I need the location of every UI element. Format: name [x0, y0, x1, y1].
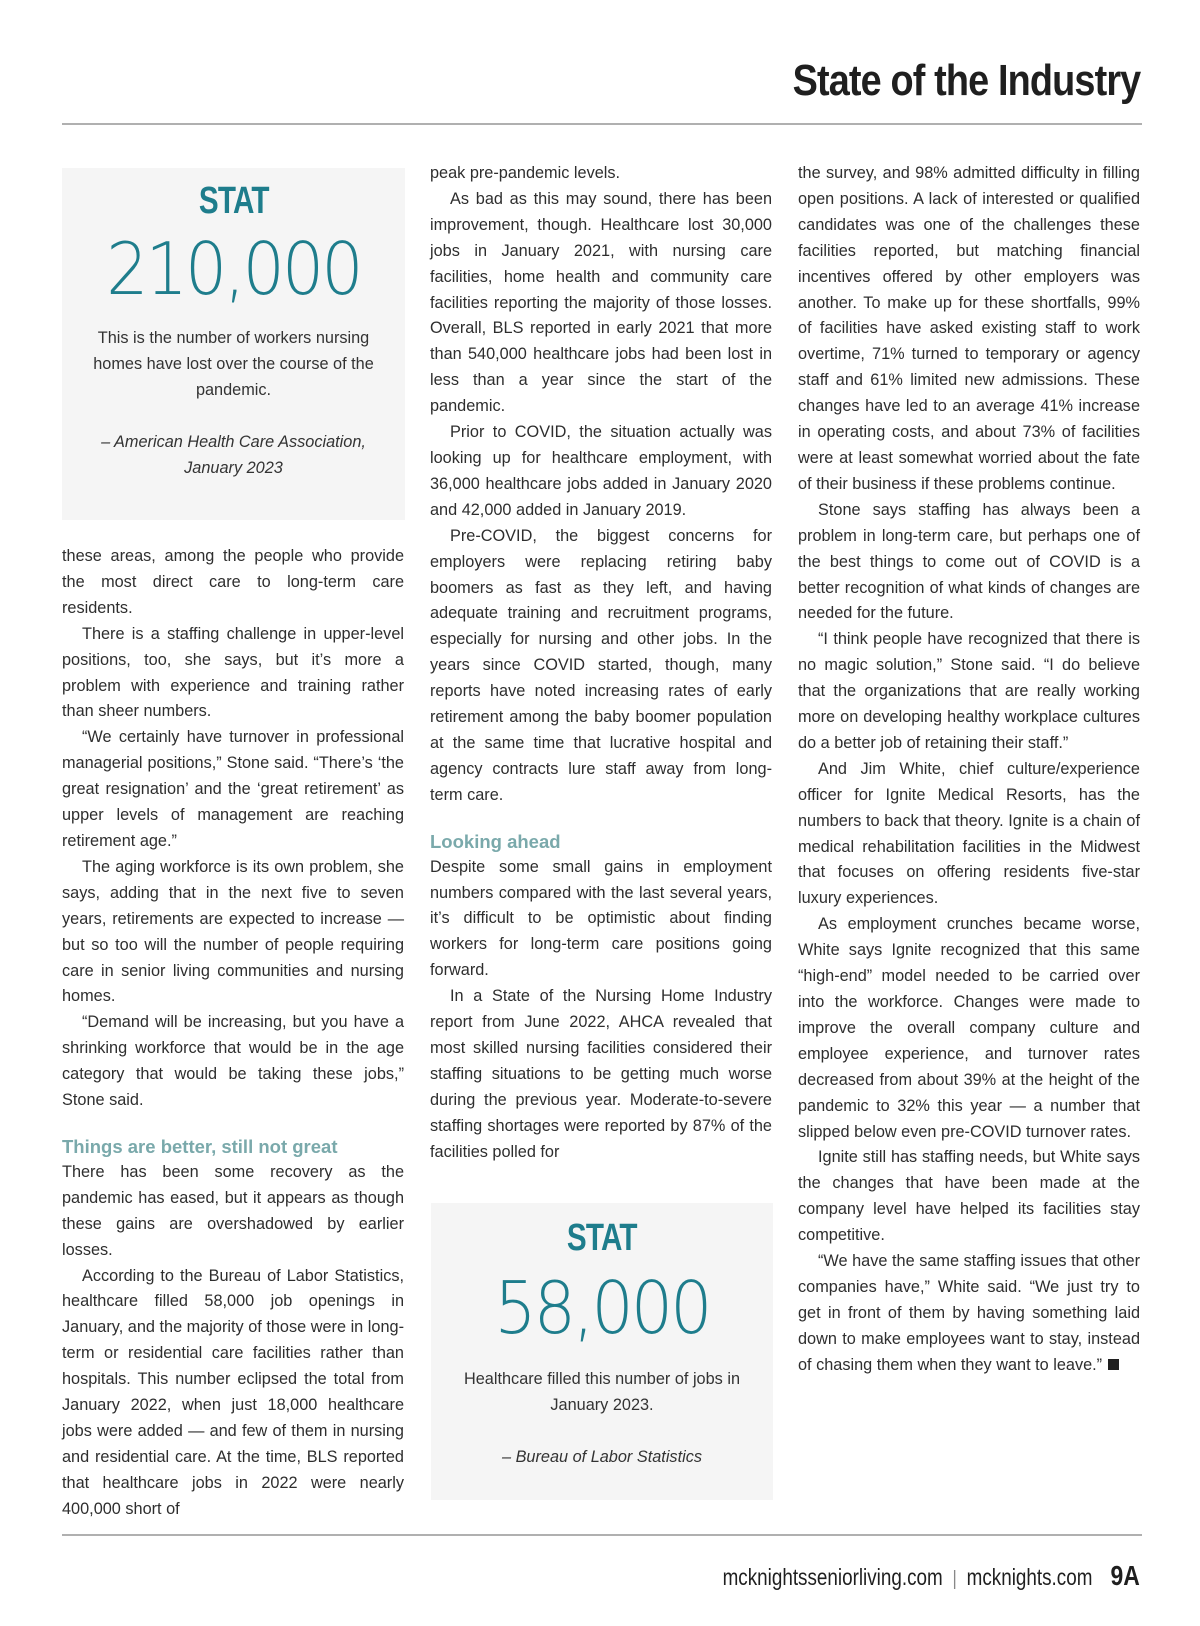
stat-box-workers-lost	[62, 168, 405, 520]
footer-divider	[62, 1534, 1142, 1536]
paragraph: “I think people have recognized that there is no magic solution,” Stone said. “I do believe that the organizations that are really working more on developing healthy workplace cultures do a better job of retaining their staff.”	[798, 630, 1140, 752]
paragraph: “We certainly have turnover in professional managerial positions,” Stone said. “There’s ‘the great resignation’ and the ‘great retirement’ as upper levels of management are reaching retirement age.”	[62, 728, 404, 850]
stat-number: 58,000	[494, 1266, 710, 1350]
stat-description: Healthcare filled this number of jobs in January 2023.	[463, 1370, 741, 1414]
page-number: 9A	[1110, 1560, 1140, 1591]
paragraph: Stone says staffing has always been a problem in long-term care, but perhaps one of the best things to come out of COVID is a better recognition of what kinds of changes are needed for the future.	[798, 500, 1140, 623]
paragraph: According to the Bureau of Labor Statistics, healthcare filled 58,000 job openings in January, and the majority of those were in long-term or residential care facilities rather than hospitals. This number eclipsed the total from January 2022, when just 18,000 healthcare jobs were added — and few of them in nursing and residential care. At the time, BLS reported that healthcare jobs in 2022 were nearly 400,000 short of	[62, 1266, 404, 1518]
paragraph: There has been some recovery as the pandemic has eased, but it appears as though these gains are overshadowed by earlier losses.	[62, 1162, 404, 1259]
article-column-1	[62, 544, 404, 1523]
paragraph: The aging workforce is its own problem, she says, adding that in the next five to seven years, retirements are expected to increase — but so too will the number of people requiring care in senior living communities and nursing homes.	[62, 857, 404, 1006]
paragraph: these areas, among the people who provide the most direct care to long-term care residents.	[62, 547, 404, 617]
stat-number: 210,000	[106, 227, 361, 311]
paragraph: And Jim White, chief culture/experience officer for Ignite Medical Resorts, has the numbers to back that theory. Ignite is a chain of medical rehabilitation facilities in the Midwest that focuses on offering residents five-star luxury experiences.	[798, 759, 1140, 908]
paragraph: the survey, and 98% admitted difficulty in filling open positions. A lack of interested or qualified candidates was one of the challenges these facilities reported, but matching financial incentives offered by other employers was another. To make up for these shortfalls, 99% of facilities have asked existing staff to work overtime, 71% turned to temporary or agency staff and 61% limited new admissions. These changes have led to an average 41% increase in operating costs, and about 73% of facilities were at least somewhat worried about the fate of their business if these problems continue.	[798, 164, 1140, 493]
paragraph: Pre-COVID, the biggest concerns for employers were replacing retiring baby boomers as fast as they left, and having adequate training and recruitment programs, especially for nursing and other jobs. In the years since COVID started, though, many reports have noted increasing rates of early retirement among the baby boomer population at the same time that lucrative hospital and agency contracts lure staff away from long-term care.	[430, 526, 772, 804]
footer-site-seniorliving[interactable]: mcknightsseniorliving.com	[722, 1564, 943, 1590]
paragraph-final	[798, 1249, 1140, 1379]
paragraph: Prior to COVID, the situation actually was looking up for healthcare employment, with 36,000 healthcare jobs added in January 2020 and 42,000 added in January 2019.	[430, 423, 772, 519]
header-divider	[62, 123, 1142, 125]
stat-description: This is the number of workers nursing homes have lost over the course of the pandemic.	[93, 329, 374, 399]
article-column-2	[430, 161, 772, 1166]
footer-site-mcknights[interactable]: mcknights.com	[966, 1564, 1093, 1590]
paragraph: As employment crunches became worse, White says Ignite recognized that this same “high-end” model needed to be carried over into the workforce. Changes were made to improve the overall company culture and employee experience, and turnover rates decreased from about 39% at the height of the pandemic to 32% this year — a number that slipped below even pre-COVID turnover rates.	[798, 915, 1140, 1141]
paragraph: peak pre-pandemic levels.	[430, 164, 621, 182]
page-footer	[723, 1560, 1140, 1592]
paragraph-text: “We have the same staffing issues that other companies have,” White said. “We just try to get in front of them by having something laid down to make employees want to stay, instead of chasing them when they want to leave.”	[798, 1252, 1140, 1374]
paragraph: “Demand will be increasing, but you have a shrinking workforce that would be in the age category that would be taking these jobs,” Stone said.	[62, 1013, 404, 1110]
stat-label: STAT	[198, 180, 269, 222]
subhead-things-are-better: Things are better, still not great	[62, 1135, 338, 1157]
footer-separator: |	[952, 1568, 957, 1590]
paragraph: As bad as this may sound, there has been improvement, though. Healthcare lost 30,000 jobs in January 2021, with nursing care facilities, home health and community care facilities reporting the majority of those losses. Overall, BLS reported in early 2021 that more than 540,000 healthcare jobs had been lost in less than a year since the start of the pandemic.	[430, 189, 772, 416]
paragraph: Ignite still has staffing needs, but White says the changes that have been made at the company level have helped its facilities stay competitive.	[798, 1148, 1140, 1245]
article-column-3	[798, 161, 1140, 1379]
stat-box-jobs-filled	[431, 1203, 773, 1500]
stat-source: – Bureau of Labor Statistics	[501, 1448, 702, 1466]
stat-label: STAT	[567, 1217, 637, 1259]
section-title: State of the Industry	[792, 56, 1140, 105]
paragraph: In a State of the Nursing Home Industry report from June 2022, AHCA revealed that most skilled nursing facilities considered their staffing situations to be getting much worse during the previous year. Moderate-to-severe staffing shortages were reported by 87% of the facilities polled for	[430, 987, 772, 1161]
end-of-article-square-icon	[1108, 1359, 1119, 1370]
paragraph: There is a staffing challenge in upper-level positions, too, she says, but it’s more a problem with experience and training rather than sheer numbers.	[62, 624, 404, 721]
stat-source: – American Health Care Association, January 2023	[101, 433, 366, 477]
subhead-looking-ahead: Looking ahead	[430, 830, 561, 852]
paragraph: Despite some small gains in employment numbers compared with the last several years, it’s difficult to be optimistic about finding workers for long-term care positions going forward.	[430, 857, 772, 980]
